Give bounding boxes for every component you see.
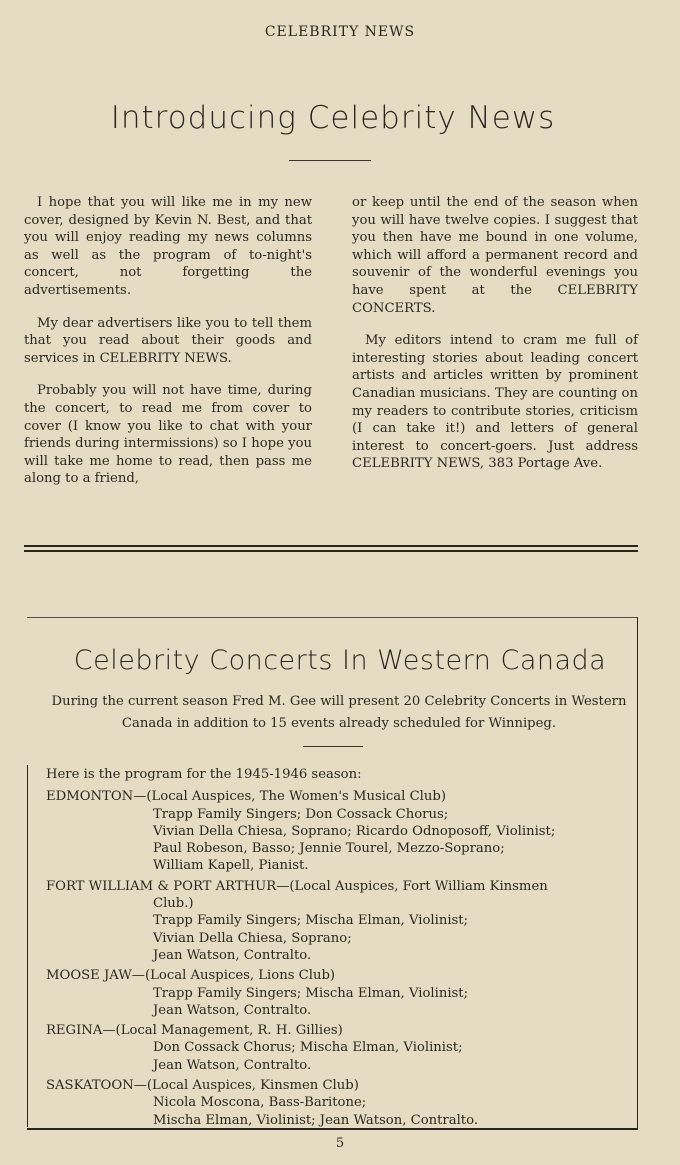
city-heading: SASKATOON—(Local Auspices, Kinsmen Club) xyxy=(46,1078,359,1094)
city-heading: MOOSE JAW—(Local Auspices, Lions Club) xyxy=(46,968,336,984)
paragraph: Probably you will not have time, during the concert, to read me from cover to cover (I know you like to chat with your friends during intermissions) so I hope you will take me home to read, then pass me along to a friend, xyxy=(24,383,312,487)
box-intro: During the current season Fred M. Gee will present 20 Celebrity Concerts in Western Canada in addition to 15 events already scheduled for Winnipeg. xyxy=(51,694,627,731)
city-heading: REGINA—(Local Management, R. H. Gillies) xyxy=(46,1023,343,1039)
city-entry xyxy=(46,1077,631,1129)
section-divider xyxy=(24,545,638,552)
paragraph: My editors intend to cram me full of interesting stories about leading concert artists and articles written by prominent Canadian musicians. They are counting on my readers to contribute stories, criticism (I can take it!) and letters of general interest to concert-goers. Just address CELEBRITY NEWS, 383 Portage Ave. xyxy=(352,333,638,472)
paragraph: My dear advertisers like you to tell them that you read about their goods and services in CELEBRITY NEWS. xyxy=(24,315,312,366)
artist-line: Jean Watson, Contralto. xyxy=(153,947,312,963)
program-list xyxy=(46,766,631,1129)
page-number: 5 xyxy=(335,1136,345,1151)
box-divider xyxy=(303,746,363,747)
city-entry xyxy=(46,878,631,964)
article-title: Introducing Celebrity News xyxy=(110,100,556,136)
city-entry xyxy=(46,967,631,1019)
artist-line: Trapp Family Singers; Don Cossack Chorus; xyxy=(153,806,449,822)
artist-line: Jean Watson, Contralto. xyxy=(153,1057,312,1073)
artist-line: Paul Robeson, Basso; Jennie Tourel, Mezzo-Soprano; xyxy=(153,841,505,857)
city-heading: EDMONTON—(Local Auspices, The Women's Musical Club) xyxy=(46,789,446,805)
artist-line: Club.) xyxy=(153,896,194,912)
artist-line: Vivian Della Chiesa, Soprano; xyxy=(153,930,352,946)
title-divider xyxy=(289,160,371,161)
box-border-left xyxy=(27,765,28,1127)
box-title: Celebrity Concerts In Western Canada xyxy=(73,645,607,676)
artist-line: Trapp Family Singers; Mischa Elman, Violinist; xyxy=(153,985,469,1001)
city-entry xyxy=(46,1022,631,1074)
city-entry xyxy=(46,788,631,874)
artist-line: Mischa Elman, Violinist; Jean Watson, Contralto. xyxy=(153,1112,479,1128)
paragraph: I hope that you will like me in my new cover, designed by Kevin N. Best, and that you will enjoy reading my news columns as well as the program of to-night's concert, not forgetting the advertisements. xyxy=(24,195,312,298)
artist-line: William Kapell, Pianist. xyxy=(153,858,309,874)
program-lead: Here is the program for the 1945-1946 season: xyxy=(46,767,362,782)
artist-line: Don Cossack Chorus; Mischa Elman, Violinist; xyxy=(153,1040,463,1056)
artist-line: Trapp Family Singers; Mischa Elman, Violinist; xyxy=(153,913,469,929)
city-heading: FORT WILLIAM & PORT ARTHUR—(Local Auspices, Fort William Kinsmen xyxy=(46,878,548,894)
artist-line: Jean Watson, Contralto. xyxy=(153,1002,312,1018)
artist-line: Nicola Moscona, Bass-Baritone; xyxy=(153,1095,367,1111)
paragraph: or keep until the end of the season when you will have twelve copies. I suggest that you then have me bound in one volume, which will afford a permanent record and souvenir of the wonderful evenings you have spent at the CELEBRITY CONCERTS. xyxy=(352,195,638,316)
artist-line: Vivian Della Chiesa, Soprano; Ricardo Odnoposoff, Violinist; xyxy=(153,823,556,839)
right-column xyxy=(352,194,638,488)
running-head: CELEBRITY NEWS xyxy=(264,24,416,40)
left-column xyxy=(24,194,312,503)
